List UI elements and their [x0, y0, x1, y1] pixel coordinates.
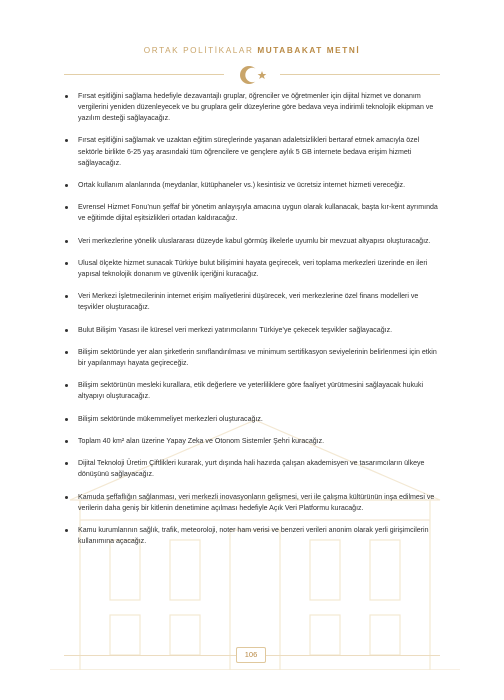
header-divider-left — [64, 74, 224, 75]
bullet-icon — [65, 496, 68, 499]
list-item: Fırsat eşitliğini sağlama hedefiyle dezavantajlı gruplar, öğrenciler ve öğretmenler için dijital hizmet ve donanım vergilerini yeniden düzenleyecek ve bu gruplara gelir düzeylerine göre bedava veya indirimli teknolojik ekipman ve yazılım desteği sağlayacağız. — [64, 91, 444, 124]
header-prefix: ORTAK POLİTİKALAR — [143, 46, 254, 55]
bullet-icon — [65, 418, 68, 421]
bullet-icon — [65, 184, 68, 187]
list-item: Veri merkezlerine yönelik uluslararası düzeyde kabul görmüş ilkelerle uyumlu bir mevzuat altyapısı oluşturacağız. — [64, 236, 444, 247]
page-number: 106 — [236, 647, 266, 663]
list-item: Ulusal ölçekte hizmet sunacak Türkiye bulut bilişimini hayata geçirecek, veri toplama merkezleri üzerinde en ileri yapısal teknolojik donanım ve güvenlik içeriğini kuracağız. — [64, 258, 444, 280]
bullet-icon — [65, 351, 68, 354]
bullet-icon — [65, 262, 68, 265]
list-item: Evrensel Hizmet Fonu’nun şeffaf bir yönetim anlayışıyla amacına uygun olarak kullanacak, başta kır-kent ayrımında ve eğitimde dijital eşitsizlikleri ortadan kaldıracağız. — [64, 202, 444, 224]
bullet-icon — [65, 384, 68, 387]
list-item: Kamuda şeffaflığın sağlanması, veri merkezli inovasyonların gelişmesi, veri ile çalışma kültürünün inşa edilmesi ve verilerin daha geniş bir kitlenin denetimine açılması hedefiyle Açık Veri Platformu kuracağız. — [64, 492, 444, 514]
list-item: Bilişim sektörünün mesleki kurallara, etik değerlere ve yeterliliklere göre faaliyet yürütmesini sağlayacak hukuki altyapıyı oluşturacağız. — [64, 380, 444, 402]
list-item: Kamu kurumlarının sağlık, trafik, meteoroloji, noter ham verisi ve benzeri verileri anonim olarak yerli girişimcilerin kullanımına açacağız. — [64, 525, 444, 547]
bullet-icon — [65, 295, 68, 298]
header-title: MUTABAKAT METNİ — [257, 46, 361, 55]
header-divider-right — [280, 74, 440, 75]
list-item: Bilişim sektöründe yer alan şirketlerin sınıflandırılması ve minimum sertifikasyon seviyelerinin belirlenmesi için etkin bir yapılanmayı hayata geçireceğiz. — [64, 347, 444, 369]
list-item: Dijital Teknoloji Üretim Çiftlikleri kurarak, yurt dışında hali hazırda çalışan akademisyen ve tasarımcıların ülkeye dönüşünü sağlayacağız. — [64, 458, 444, 480]
bullet-icon — [65, 240, 68, 243]
list-item: Bilişim sektöründe mükemmeliyet merkezleri oluşturacağız. — [64, 414, 444, 425]
bullet-icon — [65, 95, 68, 98]
bullet-icon — [65, 139, 68, 142]
bullet-icon — [65, 206, 68, 209]
list-item: Bulut Bilişim Yasası ile küresel veri merkezi yatırımcılarını Türkiye’ye çekecek teşvikler sağlayacağız. — [64, 325, 444, 336]
list-item: Toplam 40 km² alan üzerine Yapay Zeka ve Otonom Sistemler Şehri kuracağız. — [64, 436, 444, 447]
policy-list — [64, 91, 444, 558]
list-item: Fırsat eşitliğini sağlamak ve uzaktan eğitim süreçlerinde yaşanan adaletsizlikleri bertaraf etmek amacıyla özel sektörle birlikte 6-25 yaş arasındaki tüm öğrencilere ve gençlere aylık 5 GB internete bedava erişim hizmeti sağlayacağız. — [64, 135, 444, 168]
bullet-icon — [65, 440, 68, 443]
list-item: Veri Merkezi İşletmecilerinin internet erişim maliyetlerini düşürecek, veri merkezlerine özel finans modelleri ve teşvikler oluşturacağız. — [64, 291, 444, 313]
crescent-star-icon — [232, 64, 272, 86]
list-item: Ortak kullanım alanlarında (meydanlar, kütüphaneler vs.) kesintisiz ve ücretsiz internet hizmeti vereceğiz. — [64, 180, 444, 191]
bullet-icon — [65, 529, 68, 532]
running-header — [0, 46, 504, 55]
bullet-icon — [65, 329, 68, 332]
bullet-icon — [65, 462, 68, 465]
